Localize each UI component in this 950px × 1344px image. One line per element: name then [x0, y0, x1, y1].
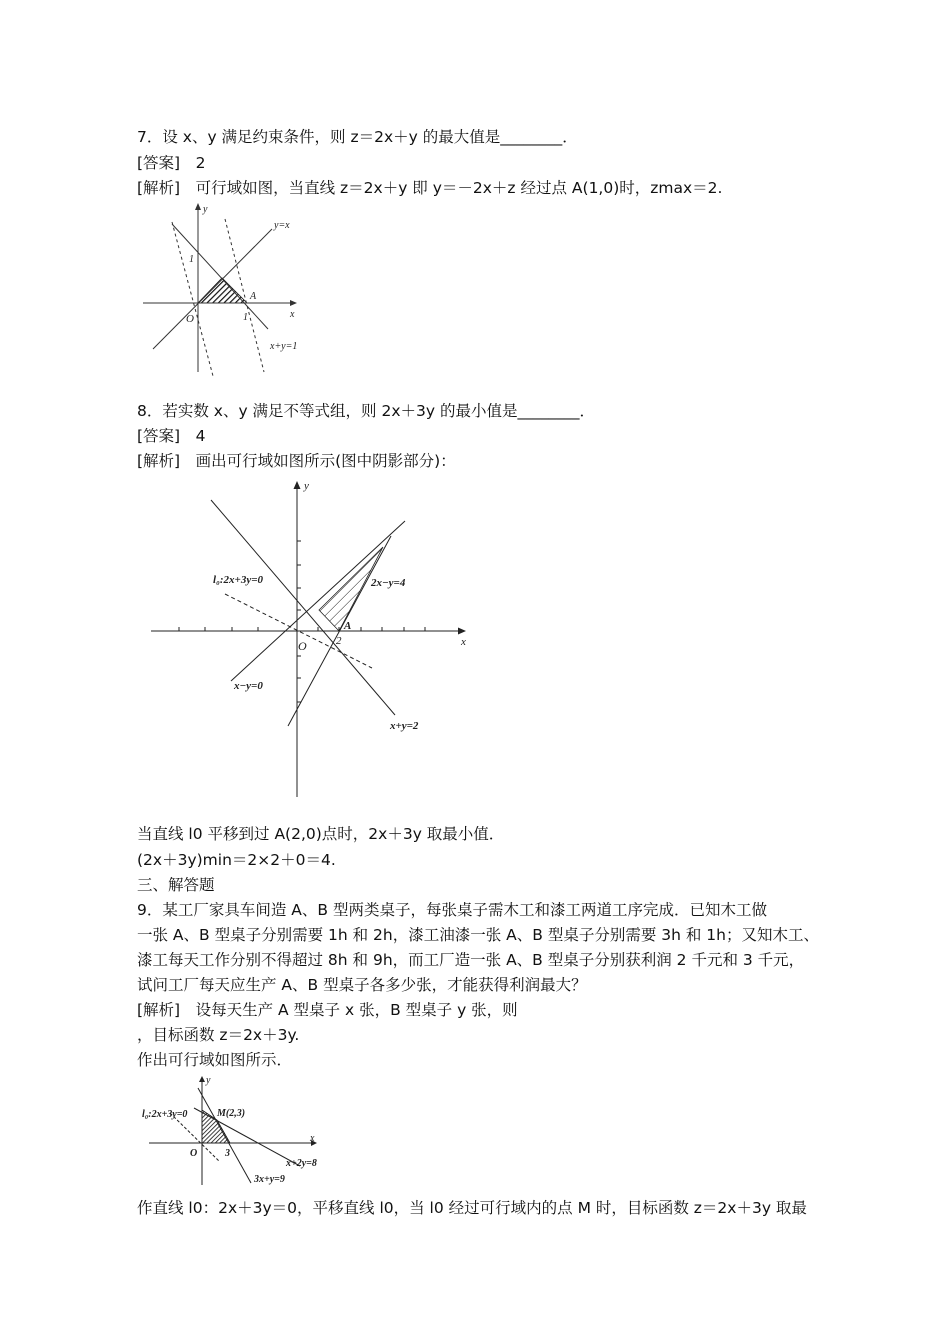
q9-question-line-3: 漆工每天工作分别不得超过 8h 和 9h，而工厂造一张 A、B 型桌子分别获利润 2 千元和 3 千元， — [137, 951, 805, 969]
q8-question: 8．若实数 x、y 满足不等式组，则 2x＋3y 的最小值是________． — [137, 402, 595, 420]
q8-x-ticks — [179, 627, 425, 631]
q9-question-line-4: 试问工厂每天应生产 A、B 型桌子各多少张，才能获得利润最大？ — [137, 976, 587, 994]
q8-x-plus-y-label: x+y=2 — [390, 720, 419, 732]
q7-x-plus-y-label: x+y=1 — [270, 341, 298, 352]
q7-tick-y-label: 1 — [189, 254, 194, 265]
q7-tick-x-label: 1 — [243, 312, 248, 323]
q9-tick-x-label: 3 — [225, 1148, 230, 1159]
q7-x-axis-label: x — [290, 309, 295, 320]
q7-question: 7．设 x、y 满足约束条件，则 z＝2x＋y 的最大值是________． — [137, 128, 578, 146]
q9-x-plus-2y-label: x+2y=8 — [286, 1158, 317, 1169]
section-heading: 三、解答题 — [137, 876, 215, 894]
q7-y-eq-x-label: y=x — [274, 220, 290, 231]
q9-question-line-2: 一张 A、B 型桌子分别需要 1h 和 2h，漆工油漆一张 A、B 型桌子分别需要 3h 和 1h；又知木工、 — [137, 926, 819, 944]
q9-origin-label: O — [190, 1148, 198, 1159]
q9-analysis-2: ，目标函数 z＝2x＋3y. — [137, 1026, 300, 1044]
q8-conclusion-1: 当直线 l0 平移到过 A(2,0)点时，2x＋3y 取最小值． — [137, 825, 505, 843]
q8-line-x-minus-y-eq-0 — [231, 521, 405, 681]
q9-x-axis-label: x — [310, 1133, 315, 1144]
q8-x-minus-y-label: x−y=0 — [234, 680, 263, 692]
q7-line-y-eq-x — [153, 229, 272, 349]
q9-3x-plus-y-label: 3x+y=9 — [254, 1174, 285, 1185]
q9-final-line: 作直线 l0：2x＋3y＝0，平移直线 l0，当 l0 经过可行域内的点 M 时，目标函数 z＝2x＋3y 取最 — [137, 1199, 807, 1217]
q7-point-a-label: A — [250, 291, 257, 302]
q7-origin-label: O — [186, 313, 194, 325]
q8-conclusion-2: (2x＋3y)min＝2×2＋0＝4. — [137, 851, 336, 869]
q9-analysis-3: 作出可行域如图所示． — [137, 1051, 293, 1069]
q8-l0-label: l₀:2x+3y=0 — [213, 574, 263, 586]
q9-question-line-1: 9．某工厂家具车间造 A、B 型两类桌子，每张桌子需木工和漆工两道工序完成．已知木工做 — [137, 901, 767, 919]
q9-feasible-region-figure — [138, 1070, 338, 1190]
q9-point-m-label: M(2,3) — [217, 1108, 246, 1119]
q8-analysis: [解析] 画出可行域如图所示(图中阴影部分)： — [137, 452, 456, 470]
q7-answer: [答案] 2 — [137, 154, 206, 172]
q8-origin-label: O — [298, 639, 307, 653]
q8-y-axis-label: y — [304, 480, 309, 492]
q8-2x-minus-y-label: 2x−y=4 — [371, 577, 406, 589]
q7-feasible-region-figure — [138, 198, 313, 380]
q8-tick-x-label: 2 — [336, 635, 342, 647]
q8-feasible-region-figure — [145, 475, 475, 805]
q8-y-ticks — [297, 541, 301, 702]
q9-y-axis-label: y — [206, 1075, 211, 1086]
q7-analysis: [解析] 可行域如图，当直线 z＝2x＋y 即 y＝－2x＋z 经过点 A(1,0)时，zmax＝2. — [137, 179, 723, 197]
q7-y-axis-label: y — [203, 204, 208, 215]
q8-point-a-label: A — [344, 620, 352, 632]
q8-shaded-region — [319, 547, 383, 631]
q7-shaded-region — [198, 278, 247, 303]
q8-x-axis-label: x — [461, 636, 466, 648]
q8-answer: [答案] 4 — [137, 427, 206, 445]
q9-analysis-1: [解析] 设每天生产 A 型桌子 x 张，B 型桌子 y 张，则 — [137, 1001, 518, 1019]
q9-l0-label: l₀:2x+3y=0 — [142, 1109, 188, 1120]
